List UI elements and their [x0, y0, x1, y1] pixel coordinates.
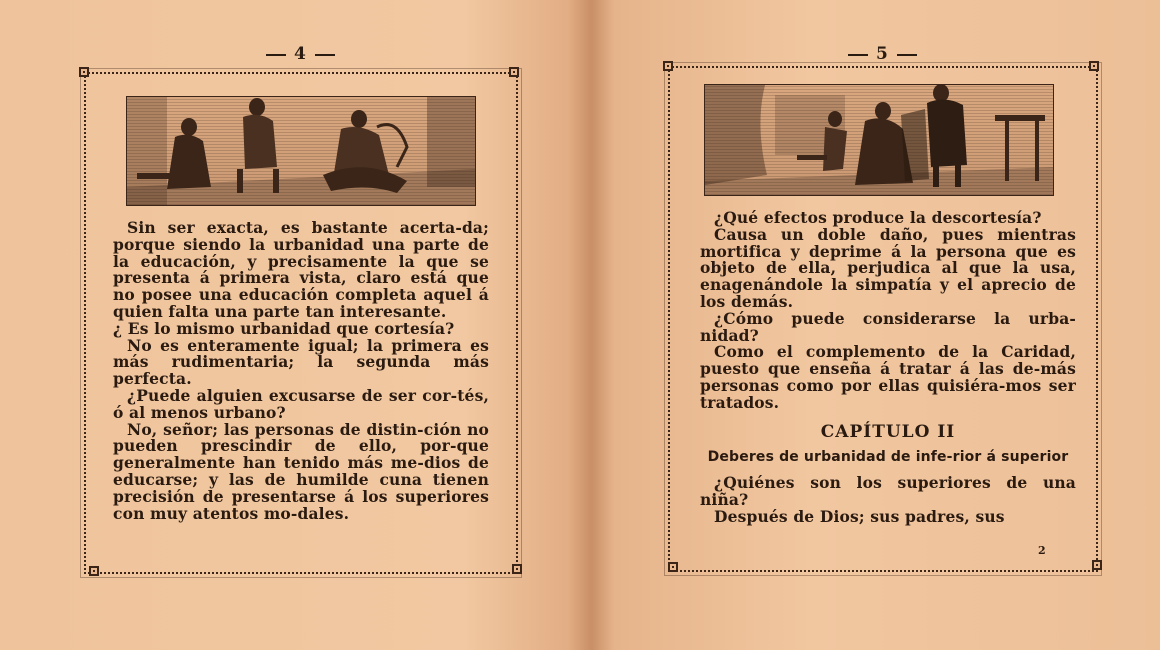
engraving-illustration — [126, 96, 476, 206]
paragraph: Causa un doble daño, pues mientras mortifica y deprime á la persona que es objeto de ella, perjudica al que la usa, enagenándole la simpatía y el aprecio de los demás. — [700, 224, 1076, 311]
signature-mark: 2 — [1038, 544, 1046, 557]
page-number: 5 — [840, 44, 925, 64]
question: ¿Qué efectos produce la descortesía? — [714, 208, 1042, 227]
page-number: 4 — [258, 44, 343, 64]
chapter-title: CAPÍTULO II — [820, 421, 956, 442]
border-corner-ornament — [668, 562, 678, 572]
right-page-text — [700, 210, 1076, 526]
paragraph: Como el complemento de la Caridad, puesto que enseña á tratar á las de-más personas como por ellas quisiéra-mos ser tratados. — [700, 342, 1076, 412]
engraving-illustration — [704, 84, 1054, 196]
question: ¿ Es lo mismo urbanidad que cortesía? — [113, 318, 455, 338]
border-corner-ornament — [509, 67, 519, 77]
border-corner-ornament — [79, 67, 89, 77]
right-page — [582, 0, 1160, 650]
paragraph: Después de Dios; sus padres, sus — [714, 506, 1005, 526]
border-corner-ornament — [89, 566, 99, 576]
paragraph: No es enteramente igual; la primera es más rudimentaria; la segunda más perfecta. — [113, 335, 489, 389]
paragraph: No, señor; las personas de distin-ción no pueden prescindir de ello, por-que generalmente han tenido más me-dios de educarse; y las de humilde cuna tienen precisión de presentarse á los superiores con muy atentos mo-dales. — [113, 419, 489, 523]
chapter-subtitle: Deberes de urbanidad de infe-rior á superior — [707, 449, 1069, 466]
paragraph: Sin ser exacta, es bastante acerta-da; porque siendo la urbanidad una parte de la educación, y precisamente la que se presenta á primera vista, claro está que no posee una educación completa aquel á quien falta una parte tan interesante. — [113, 218, 489, 321]
border-corner-ornament — [663, 61, 673, 71]
question: ¿Puede alguien excusarse de ser cor-tés, ó al menos urbano? — [113, 385, 489, 422]
border-corner-ornament — [1092, 560, 1102, 570]
question: ¿Cómo puede considerarse la urba-nidad? — [700, 308, 1076, 345]
left-page-text — [113, 220, 489, 522]
border-corner-ornament — [512, 564, 522, 574]
question: ¿Quiénes son los superiores de una niña? — [700, 473, 1076, 510]
border-corner-ornament — [1089, 61, 1099, 71]
left-page — [0, 0, 578, 650]
